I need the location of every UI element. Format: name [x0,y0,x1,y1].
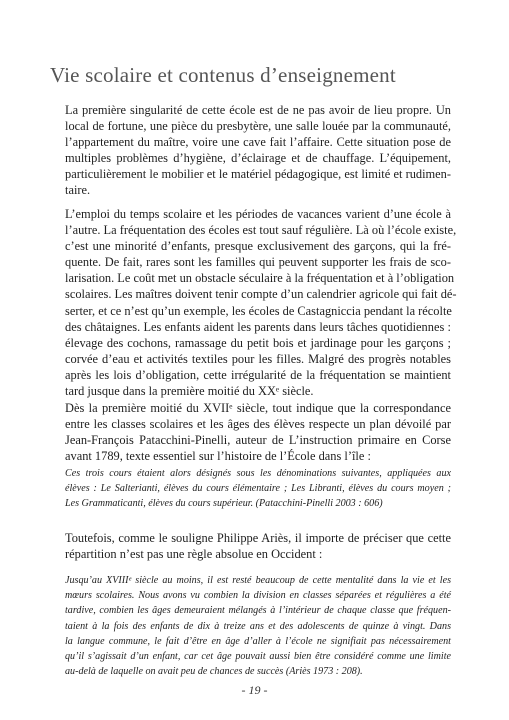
p2-line: tard jusque dans la première moitié du XXᵉ siècle. [65,384,314,399]
page-number: - 19 - [241,683,268,697]
p2-line: corvée d’eau et activités textiles pour les filles. Malgré des progrès notables [65,351,451,366]
p2-line: élevage des cochons, ramassage du petit bois et jardinage pour les garçons ; [65,335,451,350]
block-quote-1 [65,466,451,512]
paragraph-1 [65,102,451,199]
q2-line: tardive, combien les âges demeuraient mélangés à l’intérieur de chaque classe que fréquen- [65,605,451,617]
p1-line: l’appartement du maître, voire une cave fait l’affaire. Cette situation pose de [65,135,451,150]
p2-line: scolaires. Les maîtres doivent tenir compte d’un calendrier agricole qui fait dé- [65,287,457,302]
q1-line: élèves : Le Salterianti, élèves du cours élémentaire ; Les Libranti, élèves du cours moyen ; [65,483,451,495]
paragraph-3 [65,400,451,464]
p3-line: entre les classes scolaires et les âges des élèves respecte un plan dévoilé par [65,417,451,432]
q2-line: qu’il s’agissait d’un enfant, car cet âge pouvait aussi bien être considéré comme une limite [65,651,451,663]
p2-line: après les lois d’obligation, cette irrégularité de la fréquentation se maintient [65,367,451,382]
p2-line: l’autre. La fréquentation des écoles est tout sauf régulière. Là où l’école existe, [65,223,457,238]
p1-line: taire. [65,183,91,198]
p2-line: des châtaignes. Les enfants aident les parents dans leurs tâches quotidiennes : [65,319,451,334]
q2-line: Jusqu’au XVIIIᵉ siècle au moins, il est resté beaucoup de cette mentalité dans la vie et les [65,575,451,586]
p1-line: multiples problèmes d’hygiène, d’éclairage et de chauffage. L’équipement, [65,151,451,166]
p2-line: L’emploi du temps scolaire et les périodes de vacances varient d’une école à [65,207,451,221]
q2-line: mœurs scolaires. Nous avons vu combien la division en classes séparées et régulières a été [65,590,451,602]
paragraph-2 [65,206,457,399]
q1-line: Les Grammaticanti, élèves du cours supérieur. (Patacchini-Pinelli 2003 : 606) [65,498,383,510]
p3-line: Jean-François Patacchini-Pinelli, auteur de L’instruction primaire en Corse [65,433,451,448]
section-title: Vie scolaire et contenus d’enseignement [50,63,396,87]
p2-line: c’est une minorité d’enfants, presque exclusivement des garçons, qui la fré- [65,239,451,254]
p3-line: Dès la première moitié du XVIIᵉ siècle, tout indique que la correspondance [65,401,451,415]
p1-line: La première singularité de cette école est de ne pas avoir de lieu propre. Un [65,103,451,117]
q2-line: la langue commune, le fait d’être en âge d’aller à l’école ne signifiait pas nécessairement [65,635,451,647]
p3-line: avant 1789, texte essentiel sur l’histoire de l’École dans l’île : [65,449,371,464]
p1-line: local de fortune, une pièce du presbytère, une salle louée par la communauté, [65,119,451,134]
paragraph-4 [65,530,451,562]
q2-line: au-delà de laquelle on avait peu de chances de succès (Ariès 1973 : 208). [65,666,363,678]
q2-line: taient à la fois des enfants de dix à treize ans et des adolescents de quinze à vingt. Dans [65,620,451,632]
q1-line: Ces trois cours étaient alors désignés sous les dénominations suivantes, appliquées aux [65,468,451,479]
p2-line: quente. De fait, rares sont les familles qui peuvent supporter les frais de sco- [65,255,451,270]
p2-line: larisation. Le coût met un obstacle séculaire à la fréquentation et à l’obligation [65,271,455,286]
p1-line: particulièrement le mobilier et le matériel pédagogique, est limité et rudimen- [65,167,451,182]
p4-line: Toutefois, comme le souligne Philippe Ariès, il importe de préciser que cette [65,531,451,545]
p4-line: répartition n’est pas une règle absolue en Occident : [65,547,323,562]
p2-line: serter, et ce n’est qu’un exemple, les écoles de Castagniccia pendant la récolte [65,303,452,318]
block-quote-2 [65,573,451,679]
